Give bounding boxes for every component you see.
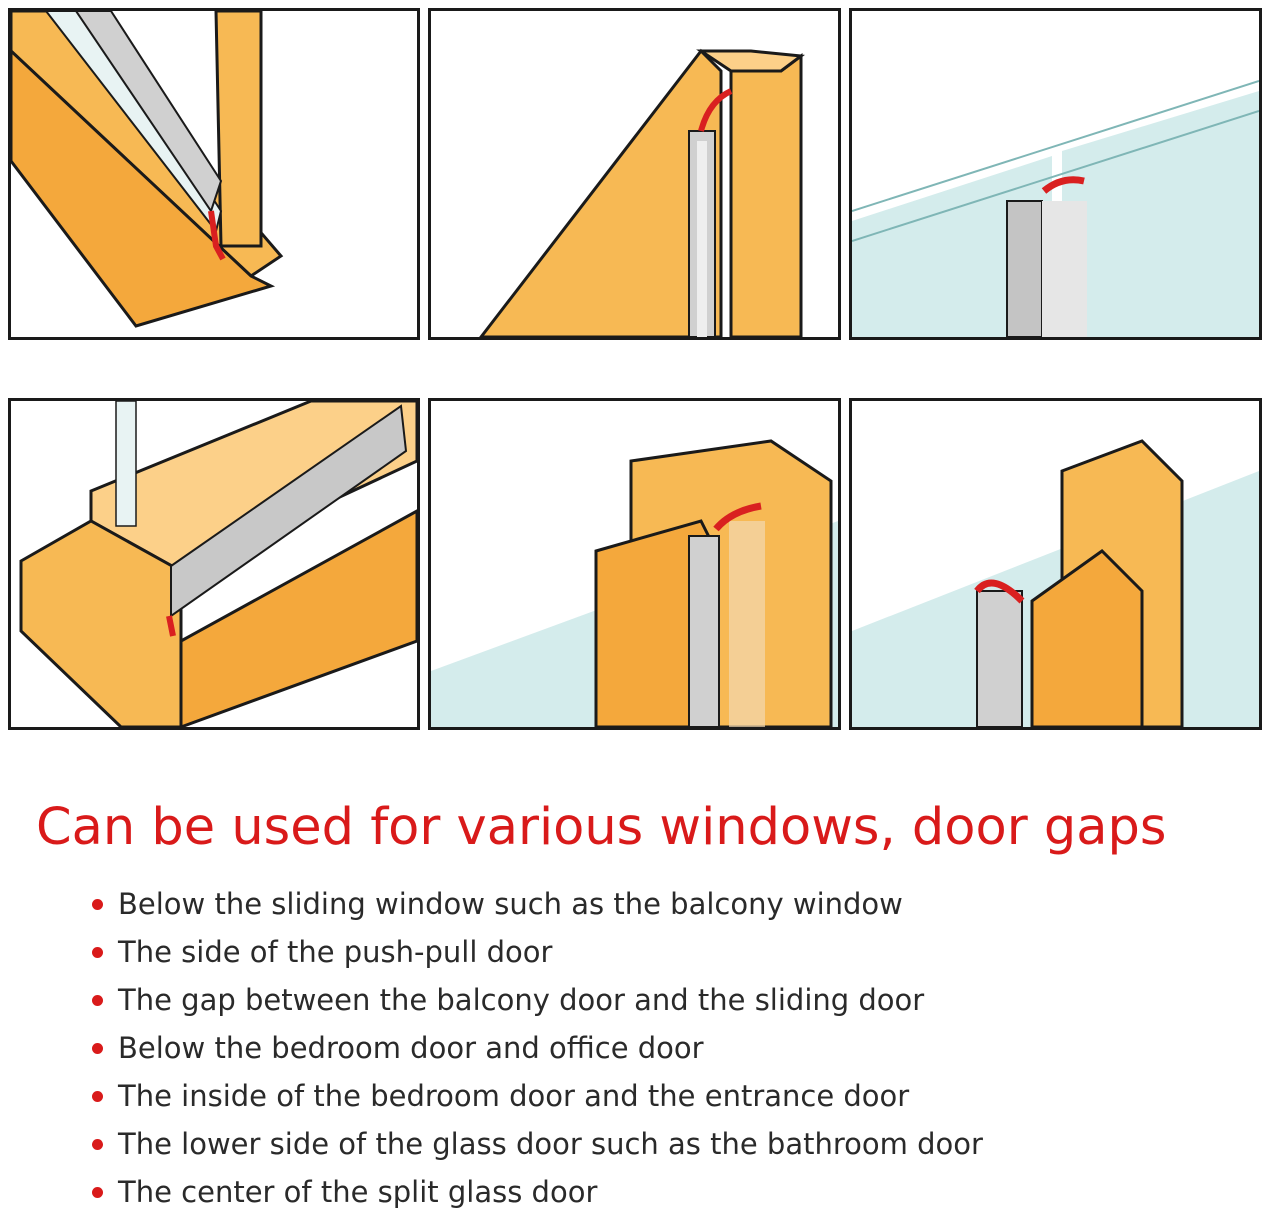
door-frame-jamb: [731, 56, 801, 337]
list-item: The lower side of the glass door such as the bathroom door: [88, 1120, 983, 1168]
headline: Can be used for various windows, door gaps: [36, 798, 1167, 857]
push-pull-door-side-illustration: [428, 8, 841, 340]
seal-strip-inner: [697, 141, 707, 337]
list-item: The center of the split glass door: [88, 1168, 983, 1216]
seal-strip-light: [1042, 201, 1087, 337]
seal-strip: [689, 536, 719, 727]
window-bottom-track-illustration: [8, 398, 420, 730]
door-frame-inside-illustration: [428, 398, 841, 730]
seal-strip: [977, 591, 1022, 727]
glass-door-lower-side-illustration: [849, 398, 1262, 730]
sliding-window-sill-illustration: [8, 8, 420, 340]
red-seal-lip: [169, 616, 173, 636]
list-item: Below the bedroom door and office door: [88, 1024, 983, 1072]
uses-list: [88, 880, 983, 1216]
glass-right: [1062, 91, 1259, 337]
glass-pane: [116, 401, 136, 526]
list-item: The inside of the bedroom door and the entrance door: [88, 1072, 983, 1120]
glass-edge: [729, 521, 765, 727]
list-item: The side of the push-pull door: [88, 928, 983, 976]
split-glass-door-center-illustration: [849, 8, 1262, 340]
list-item: Below the sliding window such as the balcony window: [88, 880, 983, 928]
list-item: The gap between the balcony door and the sliding door: [88, 976, 983, 1024]
wood-post: [216, 11, 261, 246]
seal-strip: [1007, 201, 1042, 337]
door-slab: [481, 51, 721, 337]
